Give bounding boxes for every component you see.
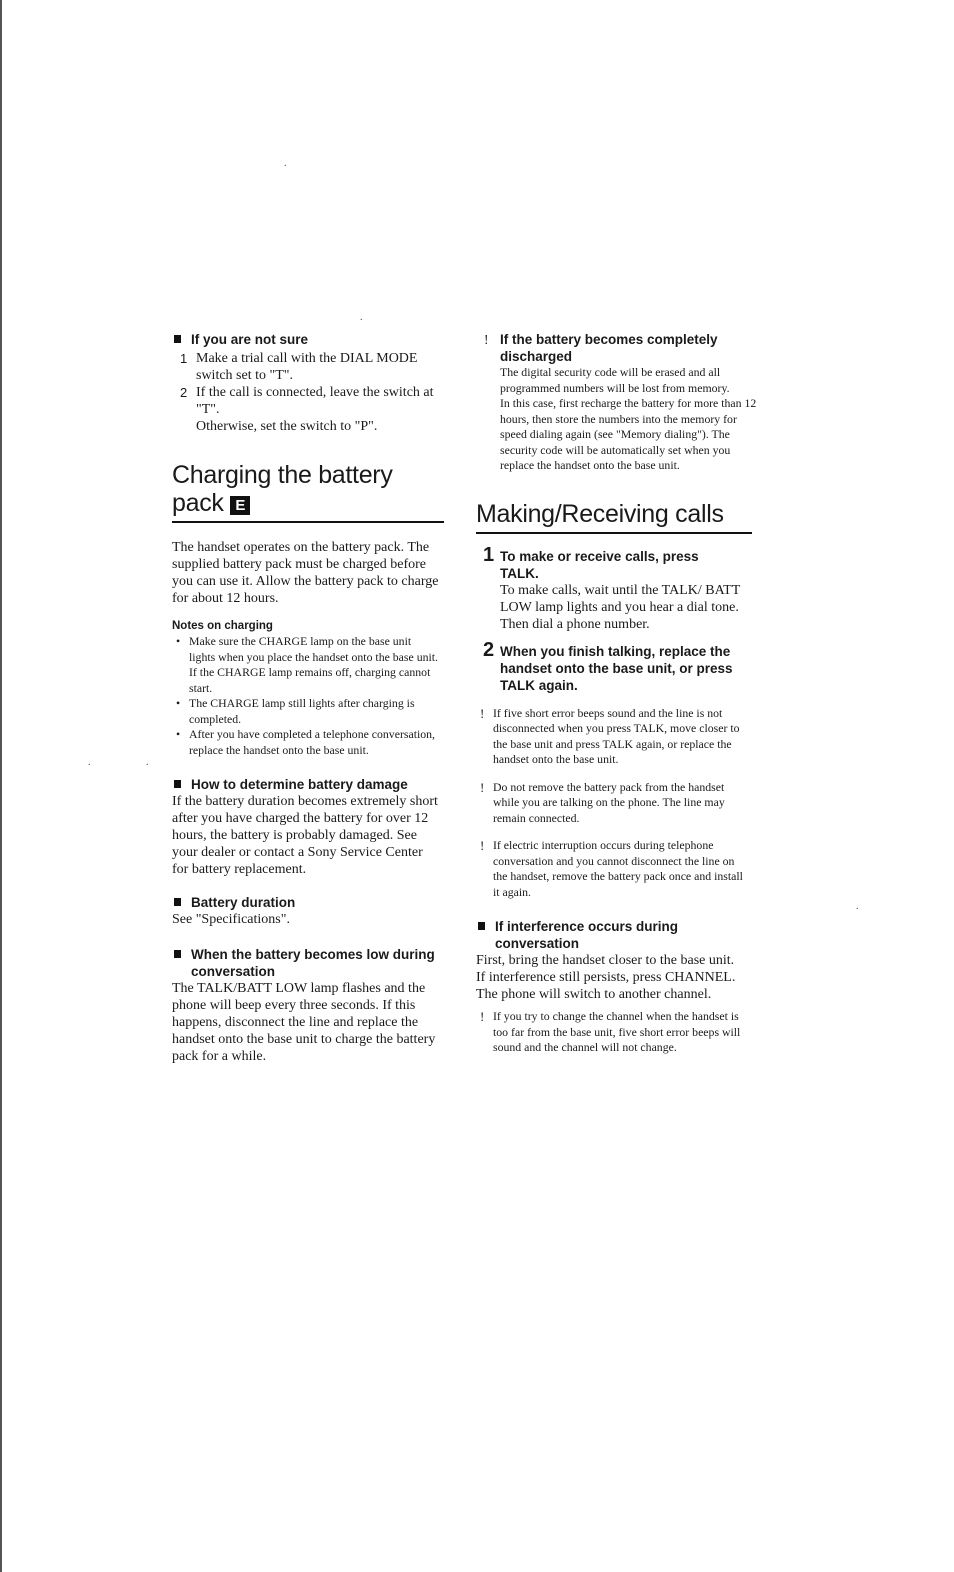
call-step-2 xyxy=(476,638,758,694)
scan-speck: . xyxy=(146,757,149,768)
bullet-square-icon xyxy=(174,898,181,906)
step-number: 2 xyxy=(483,638,495,661)
caution-mark-icon: ! xyxy=(480,705,485,721)
step-number: 1 xyxy=(483,543,495,566)
bullet-dot-icon: • xyxy=(176,727,181,741)
list-item: • The CHARGE lamp still lights after charging is completed. xyxy=(176,696,415,726)
scan-speck: . xyxy=(856,901,859,912)
step-heading: To make or receive calls, press TALK. xyxy=(500,548,699,581)
interference-heading: If interference occurs during conversation xyxy=(476,918,735,952)
otherwise-text: Otherwise, set the switch to "P". xyxy=(196,419,378,434)
making-receiving-title: Making/Receiving calls xyxy=(476,499,724,528)
bullet-dot-icon: • xyxy=(176,634,181,648)
scan-speck: . xyxy=(88,757,91,768)
bullet-square-icon xyxy=(174,780,181,788)
list-item xyxy=(172,350,444,384)
notes-heading: Notes on charging xyxy=(172,620,273,632)
duration-heading: Battery duration xyxy=(172,894,444,911)
interference-text: First, bring the handset closer to the base unit. If interference still persists, press CHANNEL. xyxy=(476,953,736,985)
low-battery-heading: When the battery becomes low during conversation xyxy=(172,946,441,980)
caution-mark-icon: ! xyxy=(480,1009,485,1024)
step-heading: When you finish talking, replace the handset onto the base unit, or press TALK again. xyxy=(500,643,733,693)
caution-mark-icon: ! xyxy=(480,779,485,795)
charging-title: Charging the battery pack E xyxy=(172,461,393,517)
interference-text-2: The phone will switch to another channel. xyxy=(476,987,712,1002)
not-sure-heading: If you are not sure xyxy=(172,331,444,348)
caution-note: ! Do not remove the battery pack from the handset while you are talking on the phone. The line may remain connected. xyxy=(480,779,725,825)
scan-speck: . xyxy=(284,158,287,169)
discharged-heading: ! If the battery becomes completely discharged xyxy=(484,332,718,364)
step-text: If the call is connected, leave the switch at "T". xyxy=(196,385,434,417)
bullet-dot-icon: • xyxy=(176,696,181,710)
step-number: 2 xyxy=(180,385,188,400)
list-item: • After you have completed a telephone conversation, replace the handset onto the base unit. xyxy=(176,727,436,757)
section-e-badge: E xyxy=(230,496,250,515)
not-sure-steps xyxy=(172,350,444,435)
charging-notes xyxy=(172,634,440,758)
duration-text: See "Specifications". xyxy=(172,912,290,927)
page-edge-rule xyxy=(0,0,2,1572)
damage-text: If the battery duration becomes extremely short after you have charged the battery for over 12 hours, the battery is probably damaged. See your dealer or contact a Sony Service Center for battery replacement. xyxy=(172,794,438,877)
left-column xyxy=(172,331,444,1065)
caution-mark-icon: ! xyxy=(480,838,485,853)
step-number: 1 xyxy=(180,351,188,366)
right-column xyxy=(476,331,758,1056)
bullet-square-icon xyxy=(174,950,181,958)
bullet-square-icon xyxy=(478,922,485,930)
call-step-1 xyxy=(476,543,758,633)
damage-heading: How to determine battery damage xyxy=(172,776,421,793)
step-text: To make calls, wait until the TALK/ BATT LOW lamp lights and you hear a dial tone. Then dial a phone number. xyxy=(500,582,741,632)
list-item xyxy=(172,418,444,435)
caution-note: ! If five short error beeps sound and the line is not disconnected when you press TALK, move closer to the base unit and press TALK again, or replace the handset onto the base unit. xyxy=(480,705,740,766)
low-battery-text: The TALK/BATT LOW lamp flashes and the phone will beep every three seconds. If this happens, disconnect the line and replace the handset onto the base unit to charge the battery pack for a while. xyxy=(172,981,436,1064)
list-item xyxy=(172,384,444,418)
charging-intro: The handset operates on the battery pack. The supplied battery pack must be charged before you can use it. Allow the battery pack to charge for about 12 hours. xyxy=(172,540,439,606)
bullet-square-icon xyxy=(174,335,181,343)
caution-mark-icon: ! xyxy=(484,332,489,347)
discharged-text: The digital security code will be erased and all programmed numbers will be lost from memory. xyxy=(500,365,730,395)
step-text: Make a trial call with the DIAL MODE switch set to "T". xyxy=(196,351,418,383)
caution-note: ! If electric interruption occurs during telephone conversation and you cannot disconnect the line on the handset, remove the battery pack once and install it again. xyxy=(480,838,743,899)
scan-speck: . xyxy=(360,312,363,323)
list-item: • Make sure the CHARGE lamp on the base unit lights when you place the handset onto the base unit. If the CHARGE lamp remains off, charging cannot start. xyxy=(176,634,438,695)
discharged-text-2: In this case, first recharge the battery for more than 12 hours, then store the numbers into the memory for speed dialing again (see "Memory dialing"). The security code will be automatically set when you replace the handset onto the base unit. xyxy=(500,396,757,472)
caution-note: ! If you try to change the channel when the handset is too far from the base unit, five short error beeps will sound and the channel will not change. xyxy=(480,1009,741,1054)
